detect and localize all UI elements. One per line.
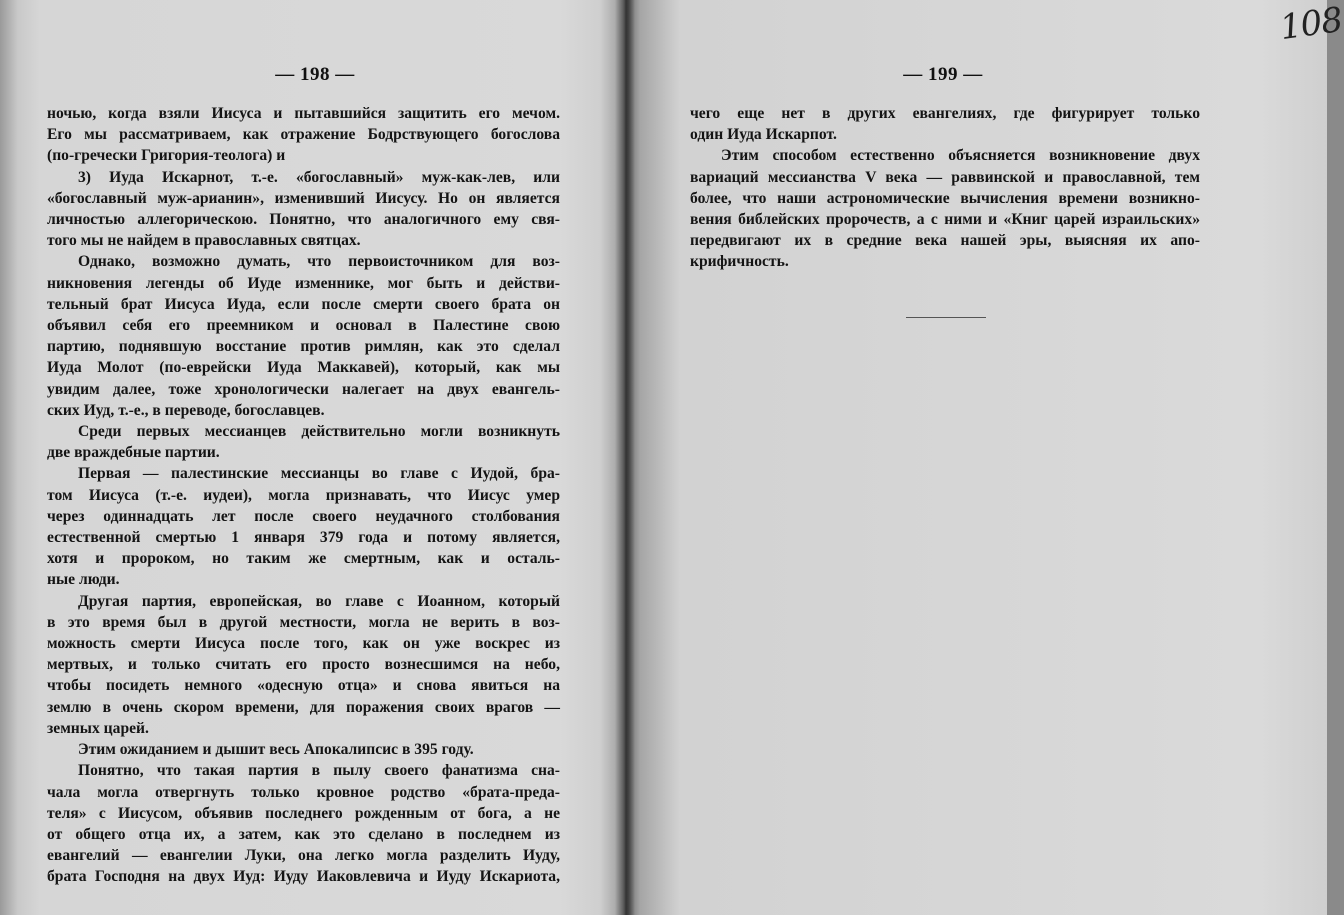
text-line: личностью аллегорическою. Понятно, что аналогичного ему свя- [47,211,560,229]
text-line: от общего отца их, а затем, как это сделано в последнем из [47,825,560,843]
text-line: в это время был в другой местности, могла не верить в воз- [47,613,560,631]
left-page-text [47,103,560,888]
text-line: вения библейских пророчеств, а с ними и «Книг царей израильских» [690,211,1200,229]
text-line: «богославный муж-арианин», изменивший Иисусу. Но он является [47,189,560,207]
text-line: ные люди. [47,571,120,589]
text-line: мертвых, и только считать его просто вознесшимся на небо, [47,656,560,674]
text-line: крифичность. [690,253,789,271]
right-page [628,0,1344,915]
text-line: передвигают их в средние века нашей эры, выясняя их апо- [690,232,1200,250]
text-line: Понятно, что такая партия в пылу своего фанатизма сна- [78,762,560,780]
text-line: Этим ожиданием и дышит весь Апокалипсис в 395 году. [78,741,474,759]
text-line: Другая партия, европейская, во главе с Иоанном, который [78,592,560,610]
text-line: ночью, когда взяли Иисуса и пытавшийся защитить его мечом. [47,105,560,122]
text-line: естественной смертью 1 января 379 года и потому является, [47,529,560,547]
right-page-number: — 199 — [903,64,983,85]
text-line: (по-гречески Григория-теолога) и [47,147,286,165]
text-line: никновения легенды об Иуде изменнике, мог быть и действи- [47,274,560,292]
text-line: брата Господня на двух Иуд: Иуду Иаковлевича и Иуду Искариота, [47,868,560,886]
text-line: вариаций мессианства V века — раввинской и православной, тем [690,168,1200,186]
left-page [0,0,622,915]
text-line: можность смерти Иисуса после того, как он уже воскрес из [47,635,560,653]
text-line: 3) Иуда Искарнот, т.-е. «богославный» муж-как-лев, или [78,168,560,186]
text-line: Среди первых мессианцев действительно могли возникнуть [78,423,560,441]
text-line: хотя и пророком, но таким же смертным, как и осталь- [47,550,560,568]
text-line: ских Иуд, т.-е., в переводе, богославцев. [47,401,325,419]
text-line: тельный брат Иисуса Иуда, если после смерти своего брата он [47,295,560,313]
text-line: один Иуда Искарпот. [690,126,837,144]
text-line: две враждебные партии. [47,444,220,462]
text-line: Первая — палестинские мессианцы во главе с Иудой, бра- [78,465,560,483]
right-page-text [690,103,1200,273]
text-line: более, что наши астрономические вычисления времени возникно- [690,189,1200,207]
text-line: партию, поднявшую восстание против римлян, как это сделал [47,338,560,356]
end-of-chapter-rule [906,317,986,318]
handwritten-page-note: 108 [1277,0,1344,49]
text-line: чтобы посидеть немного «одесную отца» и снова явиться на [47,677,560,695]
text-line: увидим далее, тоже хронологически налегает на двух евангель- [47,380,560,398]
text-line: чего еще нет в других евангелиях, где фигурирует только [690,105,1200,122]
text-line: теля» с Иисусом, объявив последнего рожденным от бога, а не [47,804,560,822]
text-line: Однако, возможно думать, что первоисточником для воз- [78,253,560,271]
text-line: чала могла отвергнуть только кровное родство «брата-преда- [47,783,560,801]
text-line: землю в очень скором времени, для поражения своих врагов — [47,698,560,716]
left-page-number: — 198 — [275,64,355,85]
text-line: Иуда Молот (по-еврейски Иуда Маккавей), который, как мы [47,359,560,377]
text-line: земных царей. [47,719,149,737]
text-line: через одиннадцать лет после своего неудачного столбования [47,507,560,525]
text-line: того мы не найдем в православных святцах. [47,232,361,250]
text-line: Этим способом естественно объясняется возникновение двух [721,147,1200,165]
text-line: евангелий — евангелии Луки, она легко могла разделить Иуду, [47,847,560,865]
text-line: том Иисуса (т.-е. иудеи), могла признавать, что Иисус умер [47,486,560,504]
text-line: Его мы рассматриваем, как отражение Бодрствующего богослова [47,126,560,144]
text-line: объявил себя его преемником и основал в Палестине свою [47,317,560,335]
